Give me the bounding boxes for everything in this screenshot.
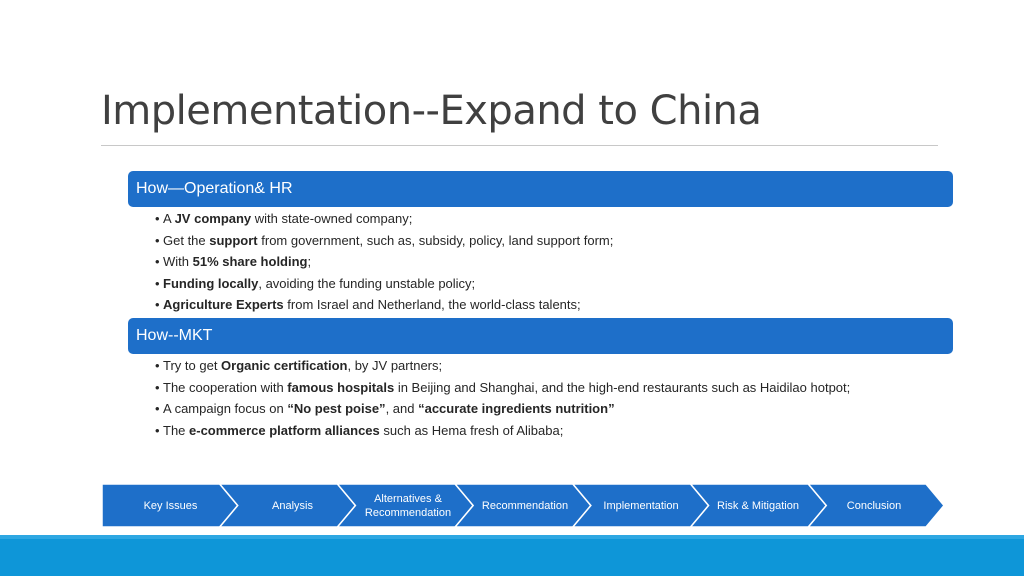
bullet-icon: • — [155, 358, 160, 373]
process-step-analysis[interactable]: Analysis — [272, 499, 313, 512]
bullet-icon: • — [155, 379, 160, 395]
process-chevron-bar — [102, 484, 944, 527]
section-header-mkt — [128, 318, 953, 354]
bullet-item: • A JV company with state-owned company; — [155, 208, 613, 230]
footer-band — [0, 535, 1024, 576]
bullet-icon: • — [155, 211, 160, 226]
bullet-item: • Funding locally, avoiding the funding unstable policy; — [155, 273, 613, 295]
process-step-recommendation[interactable]: Recommendation — [481, 499, 569, 512]
process-step-key-issues[interactable]: Key Issues — [143, 499, 198, 512]
process-step-implementation[interactable]: Implementation — [603, 499, 679, 512]
section-heading-text: How--MKT — [136, 327, 213, 344]
bullet-icon: • — [155, 275, 160, 291]
bullet-icon: • — [155, 297, 160, 312]
bullet-icon: • — [155, 254, 160, 269]
bullet-item: • Agriculture Experts from Israel and Netherland, the world-class talents; — [155, 294, 613, 316]
title-divider — [101, 145, 938, 146]
bullet-item: • The cooperation with famous hospitals in Beijing and Shanghai, and the high-end restaurants such as Haidilao hotpot; — [155, 377, 850, 399]
footer-accent-strip — [0, 535, 1024, 539]
process-step-risk-mitigation[interactable]: Risk & Mitigation — [717, 499, 799, 512]
operation-hr-bullet-list — [155, 208, 613, 316]
bullet-icon: • — [155, 422, 160, 438]
process-step-alternatives[interactable]: Alternatives & Recommendation — [364, 492, 452, 519]
bullet-item: • Get the support from government, such as, subsidy, policy, land support form; — [155, 230, 613, 252]
bullet-item: • The e-commerce platform alliances such as Hema fresh of Alibaba; — [155, 420, 850, 442]
section-header-operation-hr — [128, 171, 953, 207]
slide-title: Implementation--Expand to China — [101, 88, 762, 134]
mkt-bullet-list — [155, 355, 850, 441]
process-step-conclusion[interactable]: Conclusion — [846, 499, 902, 512]
bullet-icon: • — [155, 401, 160, 416]
bullet-item: • Try to get Organic certification, by JV partners; — [155, 355, 850, 377]
bullet-item: • A campaign focus on “No pest poise”, and “accurate ingredients nutrition” — [155, 398, 850, 420]
bullet-item: • With 51% share holding; — [155, 251, 613, 273]
bullet-icon: • — [155, 232, 160, 248]
section-heading-text: How—Operation& HR — [136, 180, 293, 197]
